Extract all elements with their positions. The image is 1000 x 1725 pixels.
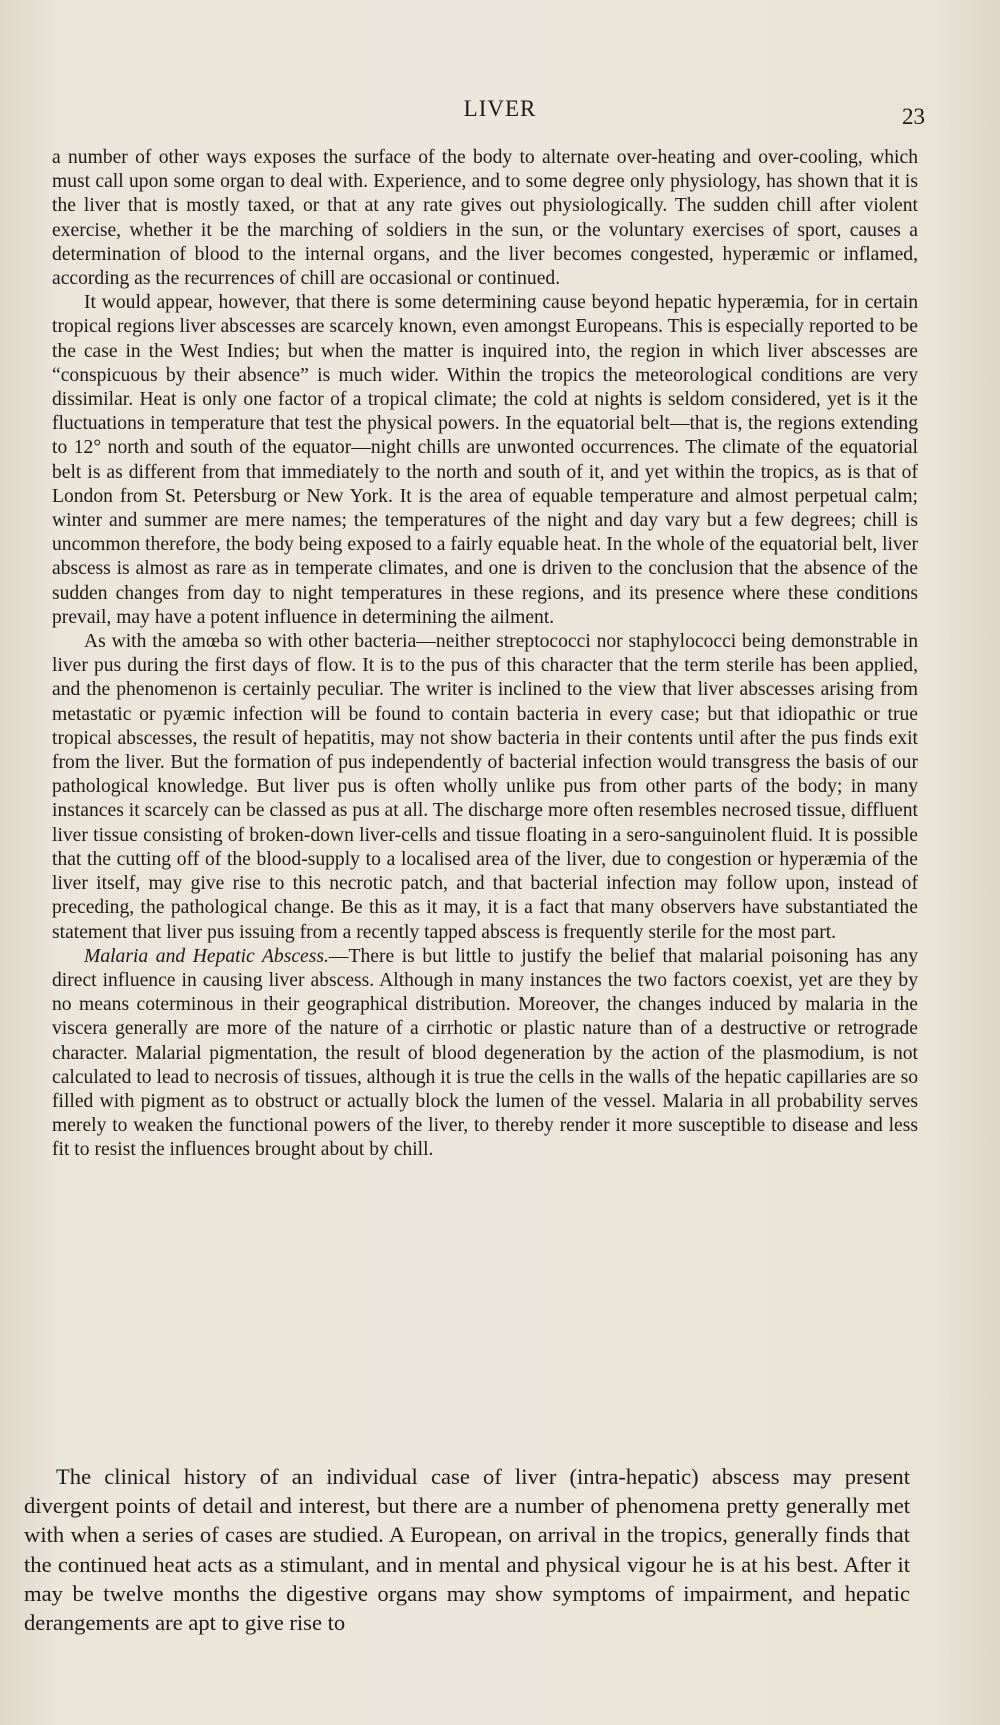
clinical-before: The (56, 1464, 105, 1489)
malaria-text: —There is but little to justify the belief that malarial poisoning has any direct influence in causing liver abscess. Although in many instances the two factors coexist, yet are they by no means coterminous in their geographical distribution. Moreover, the changes induced by malaria in the viscera generally are more of the nature of a cirrhotic or plastic nature than of a destructive or retrograde character. Malarial pigmentation, the result of blood degeneration by the action of the plasmodium, is not calculated to lead to necrosis of tissues, although it is true the cells in the walls of the hepatic capillaries are so filled with pigment as to obstruct or actually block the lumen of the vessel. Malaria in all probability serves merely to weaken the functional powers of the liver, to thereby render it more susceptible to disease and less fit to resist the influences brought about by chill. (52, 945, 918, 1161)
malaria-heading: Malaria and Hepatic Abscess. (84, 945, 329, 967)
paragraph-bacteria: As with the amœba so with other bacteria—neither streptococci nor staphylococci being demonstrable in liver pus during the first days of flow. It is to the pus of this character that the term sterile has been applied, and the phenomenon is certainly peculiar. The writer is inclined to the view that liver abscesses arising from metastatic or pyæmic infection will be found to contain bacteria in every case; but that idiopathic or true tropical abscesses, the result of hepatitis, may not show bacteria in their contents until after the pus finds exit from the liver. But the formation of pus independently of bacterial infection would transgress the basis of our pathological knowledge. But liver pus is often wholly unlike pus from other parts of the body; in many instances it scarcely can be classed as pus at all. The discharge more often resembles necrosed tissue, diffluent liver tissue consisting of broken-down liver-cells and tissue floating in a sero-sanguinolent fluid. It is possible that the cutting off of the blood-supply to a localised area of the liver, due to congestion or hyperæmia of the liver itself, may give rise to this necrotic patch, and that bacterial infection may follow upon, instead of preceding, the pathological change. Be this as it may, it is a fact that many observers have substantiated the statement that liver pus issuing from a recently tapped abscess is frequently sterile for the most part. (52, 631, 918, 943)
paragraph-continuation: a number of other ways exposes the surface of the body to alternate over-heating and over-cooling, which must call upon some organ to deal with. Experience, and to some degree only physiology, has shown that it is the liver that is mostly taxed, or that at any rate gives out physiologically. The sudden chill after violent exercise, whether it be the marching of soldiers in the sun, or the voluntary exercises of sport, causes a determination of blood to the internal organs, and the liver becomes congested, hyperæmic or inflamed, according as the recurrences of chill are occasional or continued. (52, 147, 918, 290)
paragraph-clinical-history (24, 1462, 910, 1637)
clinical-history-section (24, 1462, 910, 1637)
running-title: LIVER (463, 96, 537, 121)
clinical-after: of an individual case of liver (intra-hepatic) abscess may present divergent points of detail and interest, but there are a number of phenomena pretty generally met with when a series of cases are studied. A European, on arrival in the tropics, generally finds that the continued heat acts as a stimulant, and in mental and physical vigour he is at his best. After it may be twelve months the digestive organs may show symptoms of impairment, and hepatic derangements are apt to give rise to (24, 1464, 910, 1636)
page-number: 23 (902, 104, 925, 129)
paragraph-hyperaemia: It would appear, however, that there is some determining cause beyond hepatic hyperæmia, for in certain tropical regions liver abscesses are scarcely known, even amongst Europeans. This is especially reported to be the case in the West Indies; but when the matter is inquired into, the region in which liver abscesses are “conspicuous by their absence” is much wider. Within the tropics the meteorological conditions are very dissimilar. Heat is only one factor of a tropical climate; the cold at nights is seldom considered, yet is it the fluctuations in temperature that test the physical powers. In the equatorial belt—that is, the regions extending to 12° north and south of the equator—night chills are unwonted occurrences. The climate of the equatorial belt is as different from that immediately to the north and south of it, and yet within the tropics, as is that of London from St. Petersburg or New York. It is the area of equable temperature and almost perpetual calm; winter and summer are mere names; the temperatures of the night and day vary but a few degrees; chill is uncommon therefore, the body being exposed to a fairly equable heat. In the whole of the equatorial belt, liver abscess is almost as rare as in temperate climates, and one is driven to the conclusion that the absence of the sudden changes from day to night temperatures in these regions, and its presence where these conditions prevail, may have a potent influence in determining the ailment. (52, 292, 918, 628)
clinical-history-emphasis: clinical history (104, 1464, 247, 1489)
paragraph-malaria (52, 945, 918, 1163)
main-text-block (52, 146, 918, 1163)
